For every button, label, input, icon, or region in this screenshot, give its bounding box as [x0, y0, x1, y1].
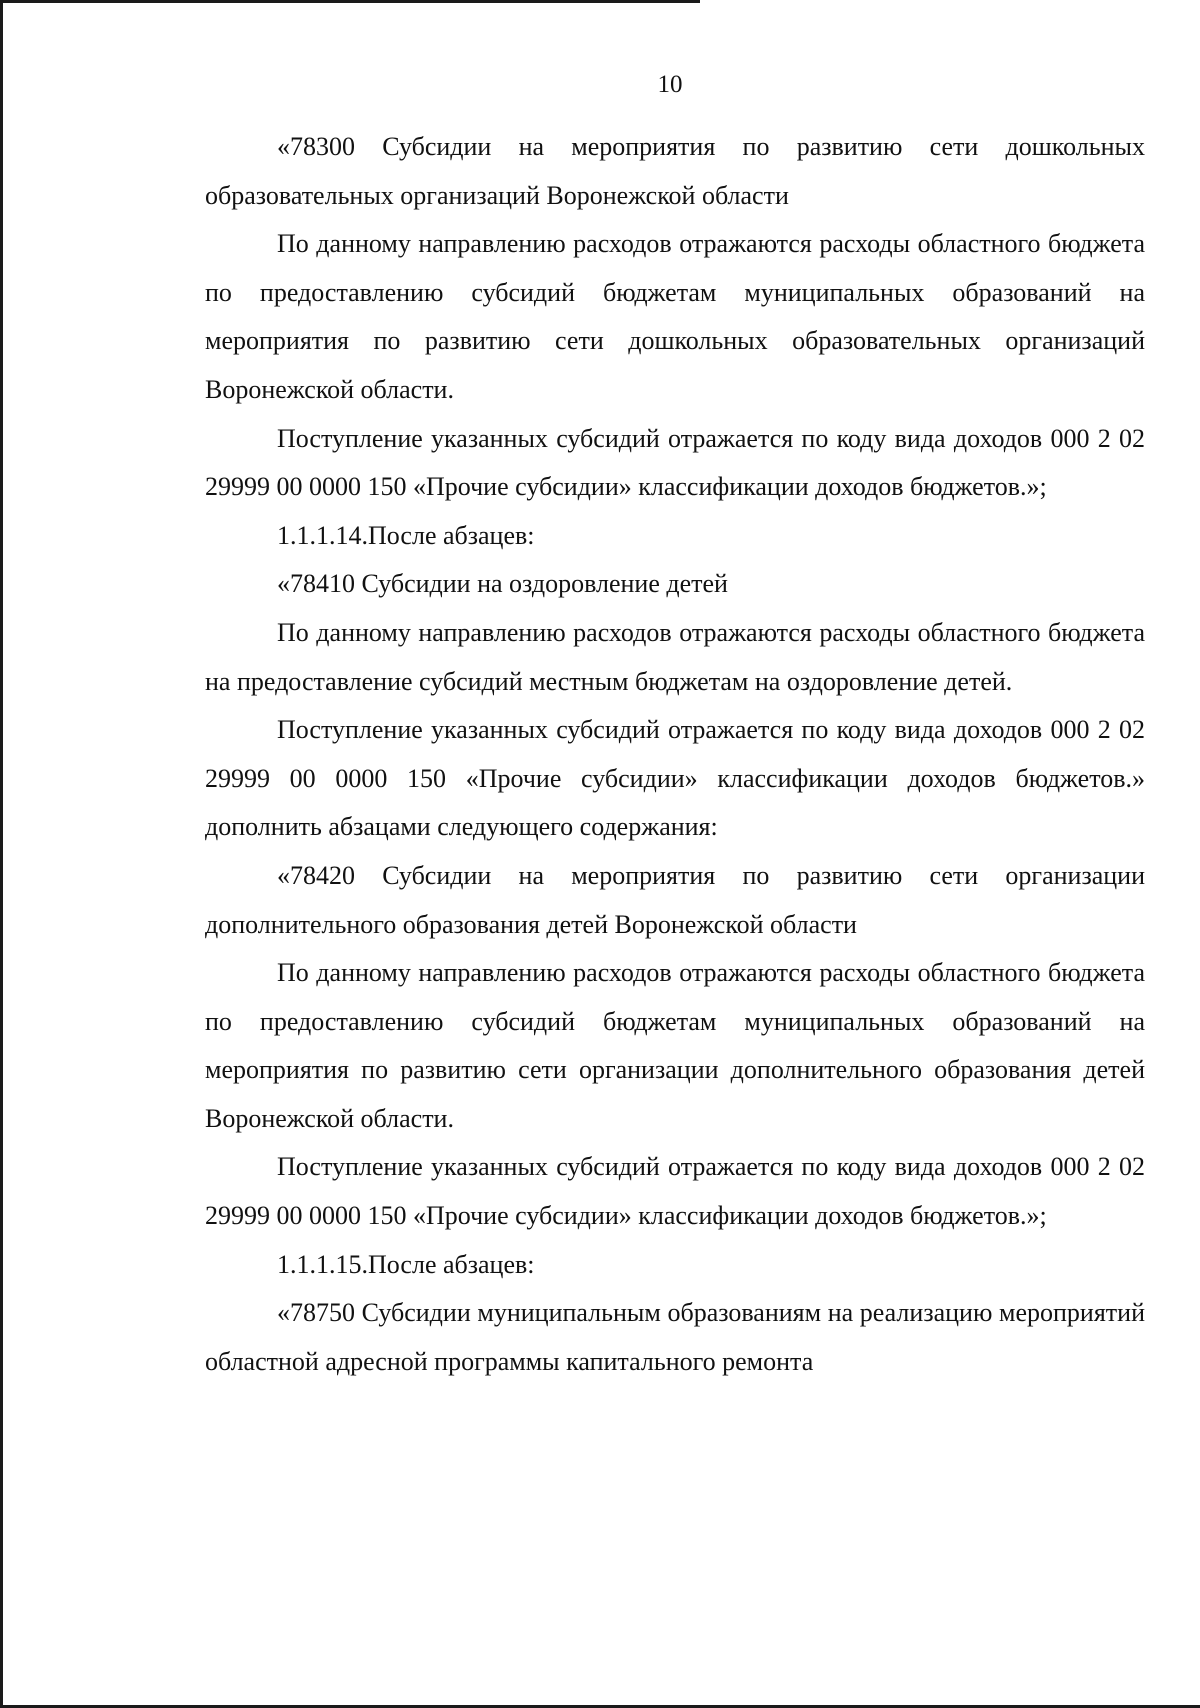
- page-number: 10: [657, 71, 683, 98]
- paragraph-78300-heading: «78300 Субсидии на мероприятия по развитию сети дошкольных образовательных организаций Воронежской области: [205, 132, 1145, 210]
- scan-edge-top: [0, 0, 700, 3]
- paragraph-78410-description: По данному направлению расходов отражаются расходы областного бюджета на предоставление субсидий местным бюджетам на оздоровление детей.: [205, 617, 1145, 696]
- paragraph-78410-heading: «78410 Субсидии на оздоровление детей: [277, 569, 728, 599]
- document-body: [205, 123, 1145, 1386]
- paragraph-78300-description: По данному направлению расходов отражаются расходы областного бюджета по предоставлению субсидий бюджетам муниципальных образований на мероприятия по развитию сети дошкольных образовательных организаций Воронежской области.: [205, 229, 1145, 404]
- paragraph-78420-heading: «78420 Субсидии на мероприятия по развитию сети организации дополнительного образования детей Воронежской области: [205, 860, 1145, 939]
- paragraph-78420-revenue-code: Поступление указанных субсидий отражается по коду вида доходов 000 2 02 29999 00 0000 150 «Прочие субсидии» классификации доходов бюджетов.»;: [205, 1152, 1145, 1231]
- paragraph-78410-revenue-code: Поступление указанных субсидий отражается по коду вида доходов 000 2 02 29999 00 0000 150 «Прочие субсидии» классификации доходов бюджетов.» дополнить абзацами следующего содержания:: [205, 715, 1145, 842]
- paragraph-78750-heading: «78750 Субсидии муниципальным образованиям на реализацию мероприятий областной адресной программы капитального ремонта: [205, 1298, 1145, 1376]
- scan-edge-left: [0, 0, 3, 1708]
- paragraph-clause-1-1-1-15: 1.1.1.15.После абзацев:: [277, 1249, 535, 1279]
- paragraph-clause-1-1-1-14: 1.1.1.14.После абзацев:: [277, 520, 535, 550]
- paragraph-78420-description: По данному направлению расходов отражаются расходы областного бюджета по предоставлению субсидий бюджетам муниципальных образований на мероприятия по развитию сети организации дополнительного образования детей Воронежской области.: [205, 958, 1145, 1133]
- paragraph-78300-revenue-code: Поступление указанных субсидий отражается по коду вида доходов 000 2 02 29999 00 0000 150 «Прочие субсидии» классификации доходов бюджетов.»;: [205, 423, 1145, 502]
